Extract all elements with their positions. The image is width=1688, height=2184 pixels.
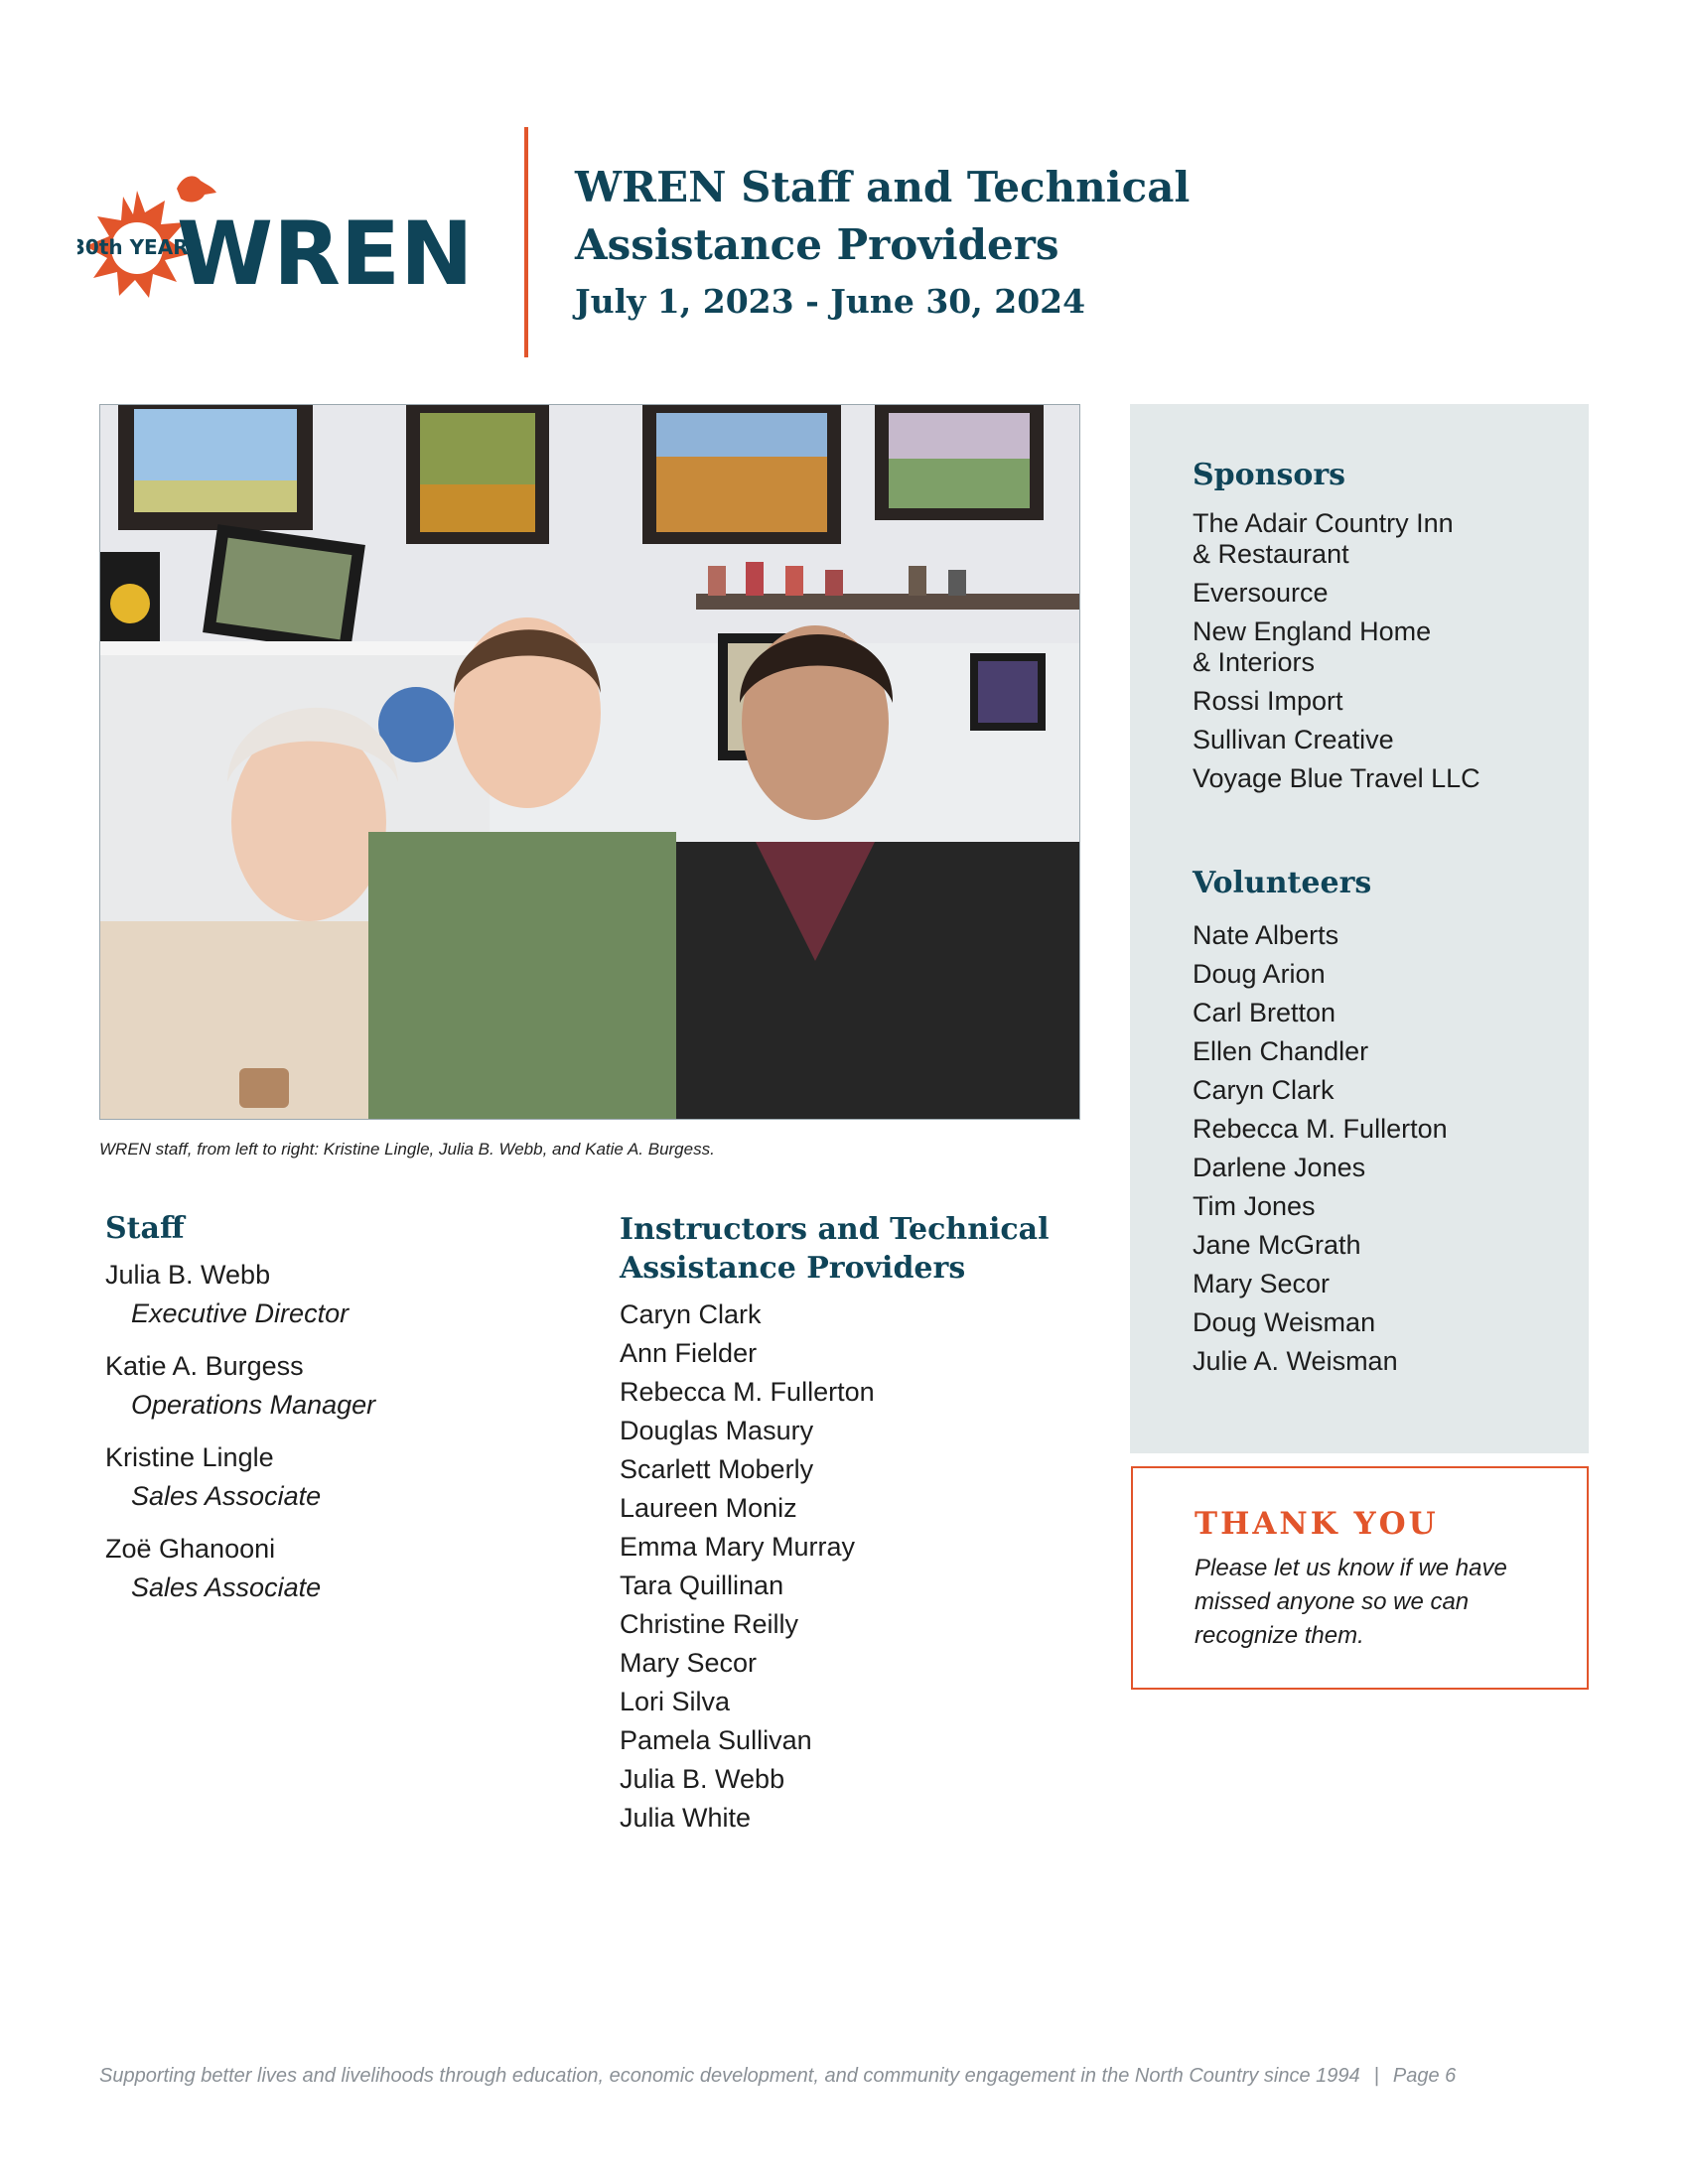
list-item: Carl Bretton: [1193, 998, 1336, 1027]
list-item: Mary Secor: [620, 1648, 758, 1678]
staff-name: Katie A. Burgess: [105, 1351, 304, 1381]
staff-name: Zoë Ghanooni: [105, 1534, 276, 1564]
footer-separator: |: [1373, 2065, 1379, 2087]
list-item: Laureen Moniz: [620, 1493, 797, 1523]
list-item: Lori Silva: [620, 1687, 731, 1716]
sponsor-line: Voyage Blue Travel LLC: [1193, 763, 1480, 793]
instructors-heading-line-1: Instructors and Technical: [620, 1212, 1050, 1247]
instructors-heading-line-2: Assistance Providers: [620, 1251, 966, 1286]
list-item: Christine Reilly: [620, 1609, 799, 1639]
list-item: Ann Fielder: [620, 1338, 758, 1368]
staff-role: Sales Associate: [131, 1572, 322, 1602]
staff-heading: Staff: [105, 1211, 185, 1246]
page-title: [575, 159, 1191, 274]
staff-role: Executive Director: [131, 1298, 350, 1328]
list-item: Jane McGrath: [1193, 1230, 1361, 1260]
volunteers-list: [1193, 916, 1589, 1381]
logo-wordmark: WREN: [177, 203, 474, 305]
wren-logo: [77, 167, 475, 316]
staff-name: Julia B. Webb: [105, 1260, 271, 1290]
list-item: Pamela Sullivan: [620, 1725, 812, 1755]
list-item: Nate Alberts: [1193, 920, 1339, 950]
sponsor-line: Rossi Import: [1193, 686, 1343, 716]
footer-tagline: Supporting better lives and livelihoods through education, economic development, and community engagement in the North Country since 1994: [99, 2065, 1360, 2087]
sponsor-item: [1193, 616, 1589, 678]
instructors-section: [620, 1210, 1096, 1838]
list-item: Doug Weisman: [1193, 1307, 1376, 1337]
list-item: Douglas Masury: [620, 1416, 814, 1445]
staff-role: Operations Manager: [131, 1390, 376, 1420]
list-item: Ellen Chandler: [1193, 1036, 1369, 1066]
sponsor-item: [1193, 686, 1589, 717]
list-item: Rebecca M. Fullerton: [1193, 1114, 1448, 1144]
sponsor-line: New England Home: [1193, 616, 1432, 646]
wren-sunburst-bird-icon: [77, 167, 475, 316]
title-line-2: Assistance Providers: [575, 220, 1059, 269]
list-item: Doug Arion: [1193, 959, 1326, 989]
sponsor-item: [1193, 508, 1589, 570]
sponsor-line: Sullivan Creative: [1193, 725, 1394, 754]
sponsors-heading: Sponsors: [1193, 458, 1346, 492]
sponsor-line: Eversource: [1193, 578, 1329, 608]
sponsor-item: [1193, 763, 1589, 794]
header-divider: [524, 127, 528, 357]
staff-member: [105, 1256, 562, 1333]
sidebar-panel: [1130, 404, 1589, 1453]
list-item: Caryn Clark: [620, 1299, 762, 1329]
title-line-1: WREN Staff and Technical: [575, 163, 1191, 211]
sponsor-line: The Adair Country Inn: [1193, 508, 1454, 538]
list-item: Julia B. Webb: [620, 1764, 785, 1794]
list-item: Darlene Jones: [1193, 1153, 1366, 1182]
page-footer: [99, 2065, 1589, 2088]
staff-role: Sales Associate: [131, 1481, 322, 1511]
sponsor-line: & Restaurant: [1193, 539, 1349, 569]
list-item: Tara Quillinan: [620, 1570, 784, 1600]
staff-member: [105, 1530, 562, 1607]
staff-section: [105, 1209, 562, 1621]
list-item: Caryn Clark: [1193, 1075, 1335, 1105]
staff-name: Kristine Lingle: [105, 1442, 274, 1472]
staff-member: [105, 1438, 562, 1516]
thank-you-box: [1131, 1466, 1589, 1690]
list-item: Scarlett Moberly: [620, 1454, 814, 1484]
list-item: Emma Mary Murray: [620, 1532, 856, 1562]
list-item: Mary Secor: [1193, 1269, 1331, 1298]
thank-you-title: THANK YOU: [1195, 1506, 1439, 1542]
list-item: Tim Jones: [1193, 1191, 1316, 1221]
staff-member: [105, 1347, 562, 1425]
staff-photo-image: [100, 405, 1080, 1120]
sponsor-line: & Interiors: [1193, 647, 1316, 677]
sponsor-item: [1193, 725, 1589, 755]
page-number: Page 6: [1392, 2065, 1457, 2087]
instructors-list: [620, 1296, 1096, 1838]
thank-you-message: Please let us know if we have missed anyone so we can recognize them.: [1195, 1555, 1507, 1649]
list-item: Julie A. Weisman: [1193, 1346, 1398, 1376]
staff-photo: [99, 404, 1080, 1120]
sponsor-item: [1193, 578, 1589, 609]
volunteers-heading: Volunteers: [1193, 866, 1372, 900]
instructors-heading: [620, 1210, 1096, 1288]
anniversary-badge-text: 30th YEARS: [77, 235, 204, 259]
sponsors-list: [1193, 508, 1589, 794]
page-subtitle: July 1, 2023 - June 30, 2024: [575, 282, 1086, 321]
list-item: Rebecca M. Fullerton: [620, 1377, 875, 1407]
list-item: Julia White: [620, 1803, 752, 1833]
photo-caption: WREN staff, from left to right: Kristine Lingle, Julia B. Webb, and Katie A. Burgess.: [99, 1140, 715, 1159]
